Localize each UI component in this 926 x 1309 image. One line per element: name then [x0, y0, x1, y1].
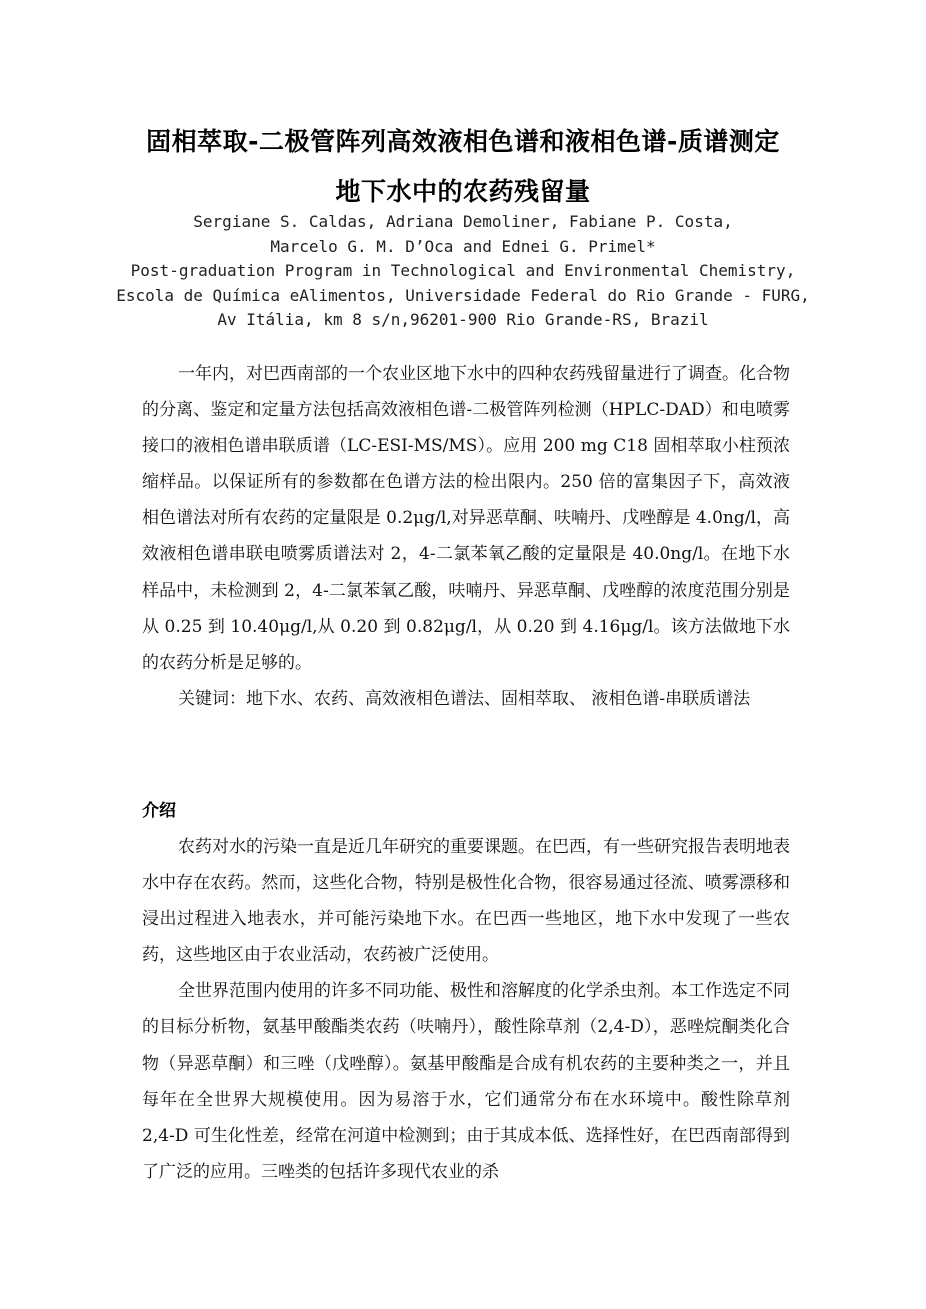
author-names-line-1: Sergiane S. Caldas, Adriana Demoliner, Fabiane P. Costa, — [193, 212, 733, 231]
keywords-section — [142, 681, 790, 717]
affiliation-line-1: Post-graduation Program in Technological and Environmental Chemistry, — [130, 261, 796, 280]
introduction-section — [142, 829, 790, 1190]
keywords-paragraph: 关键词：地下水、农药、高效液相色谱法、固相萃取、 液相色谱-串联质谱法 — [178, 689, 751, 709]
introduction-heading: 介绍 — [142, 801, 176, 821]
paper-title-line-2: 地下水中的农药残留量 — [335, 177, 591, 206]
affiliation-line-2: Escola de Química eAlimentos, Universidade Federal do Rio Grande - FURG, — [116, 285, 810, 305]
introduction-paragraph-1: 农药对水的污染一直是近几年研究的重要课题。在巴西，有一些研究报告表明地表水中存在农药。然而，这些化合物，特别是极性化合物，很容易通过径流、喷雾漂移和浸出过程进入地表水，并可能污染地下水。在巴西一些地区，地下水中发现了一些农药，这些地区由于农业活动，农药被广泛使用。 — [142, 837, 790, 966]
affiliation-line-3: Av Itália, km 8 s/n,96201-900 Rio Grande-RS, Brazil — [217, 310, 709, 329]
paper-title-line-1: 固相萃取-二极管阵列高效液相色谱和液相色谱-质谱测定 — [146, 127, 780, 156]
author-names-line-2: Marcelo G. M. D’Oca and Ednei G. Primel* — [270, 236, 656, 256]
introduction-paragraph-2: 全世界范围内使用的许多不同功能、极性和溶解度的化学杀虫剂。本工作选定不同的目标分析物，氨基甲酸酯类农药（呋喃丹），酸性除草剂（2,4-D），恶唑烷酮类化合物（异恶草酮）和三唑（戊唑醇）。氨基甲酸酯是合成有机农药的主要种类之一，并且每年在全世界大规模使用。因为易溶于水，它们通常分布在水环境中。酸性除草剂 2,4-D 可生化性差，经常在河道中检测到；由于其成本低、选择性好，在巴西南部得到了广泛的应用。三唑类的包括许多现代农业的杀 — [142, 981, 790, 1182]
abstract-paragraph: 一年内，对巴西南部的一个农业区地下水中的四种农药残留量进行了调查。化合物的分离、鉴定和定量方法包括高效液相色谱-二极管阵列检测（HPLC-DAD）和电喷雾接口的液相色谱串联质谱（LC-ESI-MS/MS）。应用 200 mg C18 固相萃取小柱预浓缩样品。以保证所有的参数都在色谱方法的检出限内。250 倍的富集因子下，高效液相色谱法对所有农药的定量限是 0.2μg/l,对异恶草酮、呋喃丹、戊唑醇是 4.0ng/l，高效液相色谱串联电喷雾质谱法对 2，4-二氯苯氧乙酸的定量限是 40.0ng/l。在地下水样品中，未检测到 2，4-二氯苯氧乙酸，呋喃丹、异恶草酮、戊唑醇的浓度范围分别是从 0.25 到 10.40μg/l,从 0.20 到 0.82μg/l，从 0.20 到 4.16μg/l。该方法做地下水的农药分析是足够的。 — [142, 364, 790, 673]
abstract-section — [142, 356, 790, 681]
author-block — [60, 210, 866, 333]
